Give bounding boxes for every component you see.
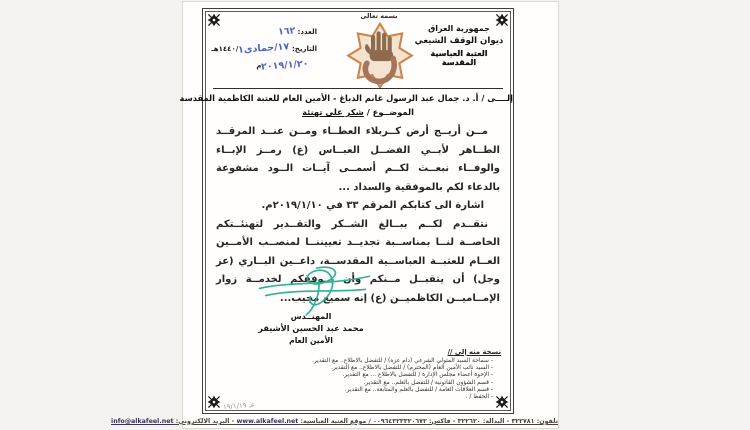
signer-title: المهنــدس (290, 312, 332, 321)
shrine-emblem-icon (345, 21, 415, 93)
signature-scribble (255, 262, 373, 318)
subject-value: شكر على تهنئة (302, 107, 364, 117)
cc-item: - الحفظ / . (286, 394, 501, 401)
letterhead-country: جمهورية العراق (428, 24, 490, 33)
footer-email-link[interactable]: info@alkafeel.net (111, 418, 174, 425)
decorative-frame (179, 8, 514, 414)
doc-date-greg-suffix: م (256, 62, 262, 70)
signer-name: محمد عبد الحسين الأشيقر (258, 323, 364, 333)
signer-role: الأمين العام (289, 336, 333, 345)
doc-date-greg-hand: ٢٠١٩/١/٢٠ (261, 58, 310, 73)
cc-item: - سماحة السيد المتولي الشرعي (دام عزه) / للتفضل بالاطلاع.. مع التقدير. (286, 358, 501, 365)
archive-handwritten-note: عـ ١٩/١/١٩ (222, 400, 256, 412)
corner-ornament-icon (206, 394, 222, 410)
cc-list (286, 348, 501, 401)
footer-email-label: - البريد الالكتروني: (173, 418, 237, 425)
doc-date-hijri-hand: ١٧/جمادى١ (237, 41, 290, 56)
addressee-line: إلــــى / أ. د. جمال عبد الرسول غانم الدباغ - الأمين العام للعتبة الكاظمية المقدسة (179, 93, 513, 103)
letterhead-shrine: العتبة العباسية المقدسة (430, 49, 488, 67)
basmala-text: بسمه تعالى (360, 12, 398, 20)
subject-line (203, 107, 513, 117)
header-divider (213, 88, 503, 89)
footer-contact-line (111, 418, 558, 425)
body-paragraph-3: نتقــدم لكــم ببــالغ الشــكر والتقــدير لتهنئــتكم الخاصــة لنــا بمناســبة تجديــد تعييننــا لمنصــب الأمــين العــام للعتبــة العباســية المقدســة، داعــين البــاري (عز وجل) أن يتقبــل مــنكم وأن يــوفقكم لخدمــة زوار الإمــاميــن الكاظميــن (ع) إنه سميع مجيب... (216, 218, 500, 304)
subject-label: الموضــوع / (363, 107, 414, 117)
body-paragraph-1: مــن أريــج أرض كــربلاء العطــاء ومــن عنــد المرقــد الطــاهر لأبــي الفضــل العبــاس (ع) رمــز الإبــاء والوفــاء نبعــث لكــم أسمــى آيــات الــود مشفوعة بالدعاء لكم بالموفقية والسداد ... (216, 126, 500, 193)
letter-page (111, 1, 559, 429)
cc-item: - السيد نائب الأمين العام (المحترم) / للتفضل بالاطلاع.. مع التقدير. (286, 365, 501, 372)
doc-number-label: العدد: (295, 28, 317, 36)
body-paragraph-reference: اشارة الى كتابكم المرقم ٣٣ في ٢٠١٩/١/١٠م. (261, 200, 484, 211)
letterhead-block (413, 24, 505, 67)
doc-date-label: التاريخ: (289, 45, 317, 53)
cc-item: - الإخوة أعضاء مجلس الإدارة / للتفضل بالاطلاع ... مع التقدير. (286, 372, 501, 379)
cc-item: - قسم العلاقات العامة / للتفضل بالعلم والمتابعة.. مع التقدير. (286, 387, 501, 394)
doc-date-hijri-row (211, 41, 317, 56)
cc-item: - قسم الشؤون القانونية / للتفضل بالعلم.. مع التقدير. (286, 380, 501, 387)
doc-number-row (237, 26, 317, 37)
corner-ornament-icon (206, 12, 222, 28)
letterhead-diwan: ديوان الوقف الشيعي (414, 36, 504, 46)
doc-number-value: ١٦٢ (277, 25, 296, 38)
cc-heading: نسخة منه إلى // (447, 348, 501, 356)
footer-contact-text: تلفون: ٣٢٢٧٨١ - البدالة: ٣٢٢٦٢٠ - فاكس: ٠٠٩٦٤٣٢٣٣٢٠٦٧٢ / موقع العتبة العباسية: (298, 418, 558, 425)
doc-date-hijri-print: /١٤٤٠هـ (211, 45, 239, 53)
document-meta (211, 25, 317, 77)
doc-date-greg-row (237, 60, 317, 71)
signature-block (241, 312, 381, 345)
footer-website-link[interactable]: www.alkafeel.net (236, 418, 299, 425)
